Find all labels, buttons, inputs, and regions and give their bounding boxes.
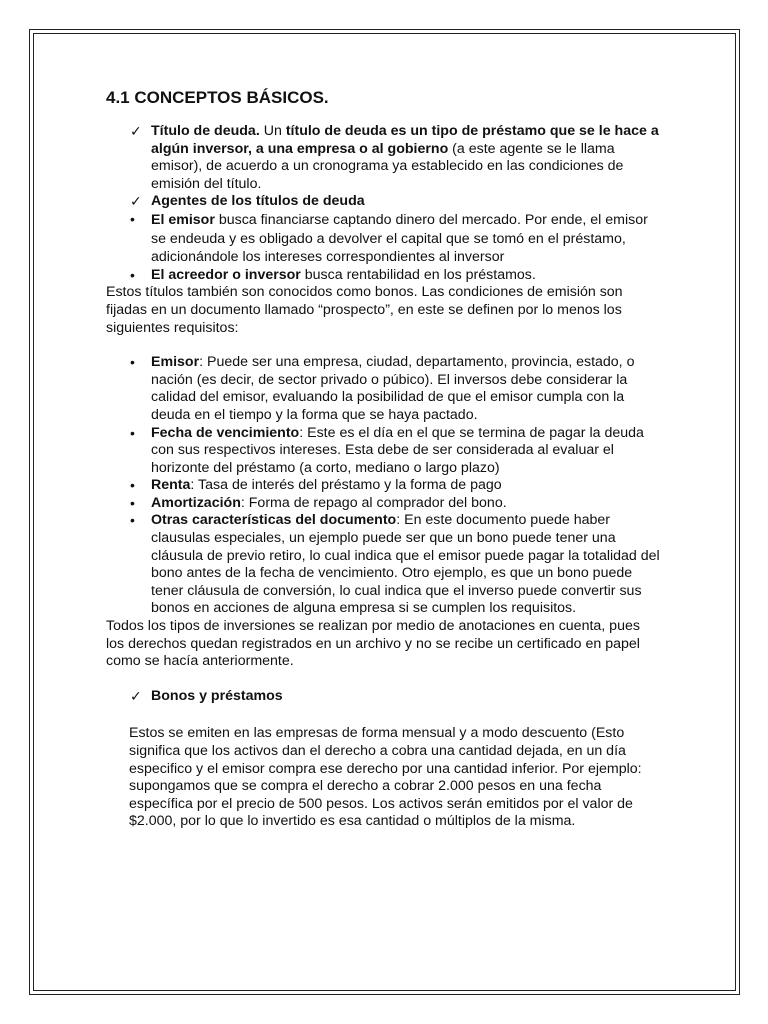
paragraph-bonos: Estos títulos también son conocidos como bonos. Las condiciones de emisión son fijadas en un documento llamado “prospecto”, en este se definen por lo menos los siguientes requisitos: xyxy=(106,284,623,336)
checkmark-icon: ✓ xyxy=(130,687,142,704)
check-item-agentes: ✓ Agentes de los títulos de deuda xyxy=(130,193,365,210)
checkmark-icon: ✓ xyxy=(130,123,142,139)
bullet-icon: • xyxy=(130,210,135,227)
bullet-icon: • xyxy=(130,512,135,529)
bullet-icon: • xyxy=(130,266,135,283)
bullet-icon: • xyxy=(130,354,135,371)
bullet-icon: • xyxy=(130,494,135,511)
bullet-item-emisor: • El emisor busca financiarse captando dinero del mercado. Por ende, el emisor se endeuda y es obligado a devolver el capital que se tomó en el préstamo, adicionándole los intereses correspondientes al inversor xyxy=(130,210,648,266)
list-item: • Emisor: Puede ser una empresa, ciudad, departamento, provincia, estado, o nación (es decir, de sector privado o púbico). El inversos debe considerar la calidad del emisor, evaluando la posibilidad de que el emisor cumpla con la deuda en el tiempo y la forma que se haya pactado. xyxy=(130,354,635,423)
list-item: • Fecha de vencimiento: Este es el día en el que se termina de pagar la deuda con sus respectivos intereses. Esta debe de ser considerada al evaluar el horizonte del préstamo (a corto, mediano o largo plazo) xyxy=(130,424,644,476)
paragraph-inversiones: Todos los tipos de inversiones se realizan por medio de anotaciones en cuenta, pues los derechos quedan registrados en un archivo y no se recibe un certificado en papel como se hacía anteriormente. xyxy=(106,618,640,670)
list-item: • Otras características del documento: En este documento puede haber clausulas especiales, un ejemplo puede ser que un bono puede tener una cláusula de previo retiro, lo cual indica que el emisor puede pagar la totalidad del bono antes de la fecha de vencimiento. Otro ejemplo, es que un bono puede tener cláusula de conversión, lo cual indica que el inverso puede convertir sus bonos en acciones de alguna empresa si se cumplen los requisitos. xyxy=(130,512,660,617)
list-item: • Renta: Tasa de interés del préstamo y la forma de pago xyxy=(130,477,502,494)
bullet-item-acreedor: • El acreedor o inversor busca rentabilidad en los préstamos. xyxy=(130,266,536,283)
bullet-icon: • xyxy=(130,424,135,441)
bullet-icon: • xyxy=(130,477,135,494)
check-item-titulo: ✓ Título de deuda. Un título de deuda es un tipo de préstamo que se le hace a algún inversor, a una empresa o al gobierno (a este agente se le llama emisor), de acuerdo a un cronograma ya establecido en las condiciones de emisión del título. xyxy=(130,123,659,192)
check-item-bonos-prestamos: ✓ Bonos y préstamos xyxy=(130,687,283,704)
paragraph-descuento: Estos se emiten en las empresas de forma mensual y a modo descuento (Esto significa que los activos dan el derecho a cobra una cantidad dejada, en un día especifico y el emisor compra ese derecho por una cantidad inferior. Por ejemplo: supongamos que se compra el derecho a cobrar 2.000 pesos en una fecha específica por el precio de 500 pesos. Los activos serán emitidos por el valor de $2.000, por lo que lo invertido es esa cantidad o múltiplos de la misma. xyxy=(129,725,642,830)
checkmark-icon: ✓ xyxy=(130,193,142,210)
list-item: • Amortización: Forma de repago al comprador del bono. xyxy=(130,494,507,511)
document-content xyxy=(106,88,662,831)
requisitos-list xyxy=(106,354,662,618)
section-heading: 4.1 CONCEPTOS BÁSICOS. xyxy=(106,88,329,107)
